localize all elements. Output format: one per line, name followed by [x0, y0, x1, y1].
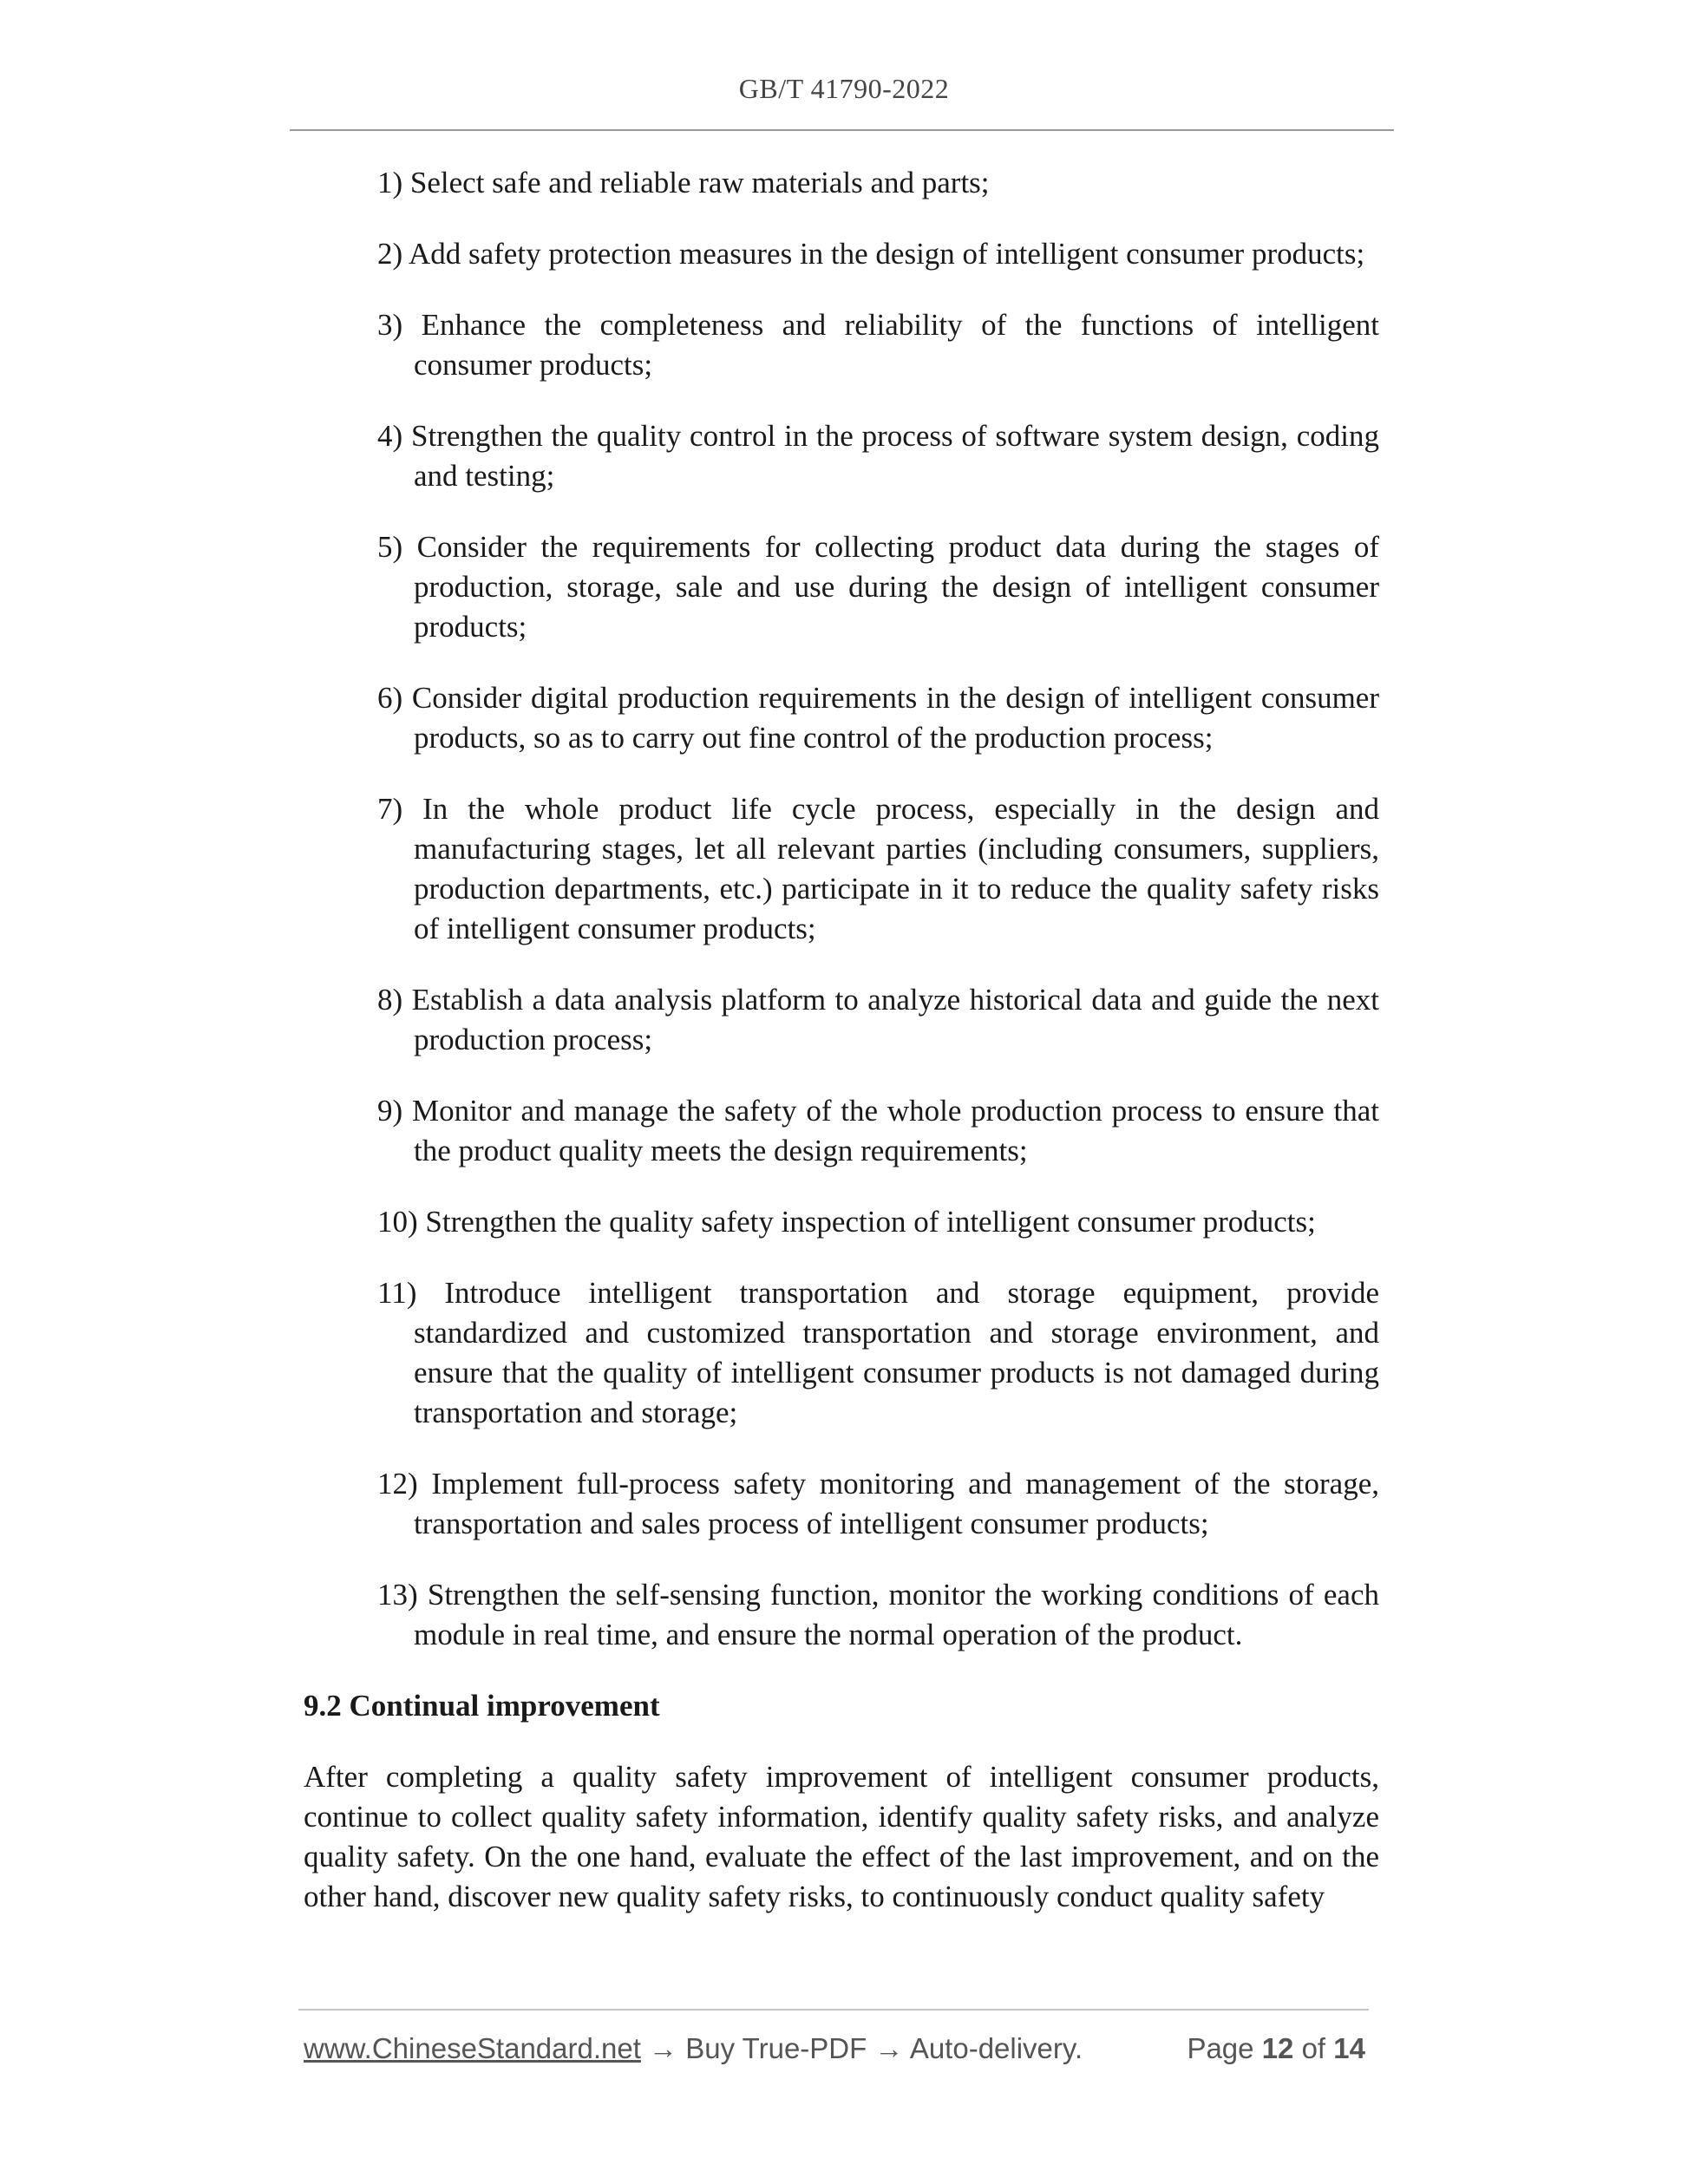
- list-item-9: 9) Monitor and manage the safety of the whole production process to ensure that the product quality meets the design requirements;: [377, 1094, 1379, 1167]
- list-item-2: 2) Add safety protection measures in the design of intelligent consumer products;: [377, 237, 1365, 271]
- list-item-11: 11) Introduce intelligent transportation and storage equipment, provide standardized and customized transportation and storage environment, and ensure that the quality of intelligent consumer products is not damaged during transportation and storage;: [377, 1276, 1379, 1429]
- footer-promo: [304, 2028, 1083, 2070]
- footer-divider: [298, 2009, 1369, 2011]
- page-label: Page: [1187, 2032, 1254, 2064]
- list-item-12: 12) Implement full-process safety monitoring and management of the storage, transportation and sales process of intelligent consumer products;: [377, 1467, 1379, 1540]
- list-item-3: 3) Enhance the completeness and reliability of the functions of intelligent consumer products;: [377, 308, 1379, 382]
- requirements-list: [304, 163, 1379, 1655]
- header-divider: [290, 129, 1394, 131]
- page-indicator: [1187, 2028, 1365, 2070]
- list-item-10: 10) Strengthen the quality safety inspection of intelligent consumer products;: [377, 1205, 1316, 1239]
- list-item-6: 6) Consider digital production requirements in the design of intelligent consumer products, so as to carry out fine control of the production process;: [377, 681, 1379, 755]
- page-footer: [304, 2028, 1365, 2070]
- page-current: 12: [1261, 2032, 1294, 2064]
- list-item-5: 5) Consider the requirements for collecting product data during the stages of production, storage, sale and use during the design of intelligent consumer products;: [377, 530, 1379, 644]
- list-item-7: 7) In the whole product life cycle process, especially in the design and manufacturing stages, let all relevant parties (including consumers, suppliers, production departments, etc.) participate in it to reduce the quality safety risks of intelligent consumer products;: [377, 792, 1379, 945]
- list-item-13: 13) Strengthen the self-sensing function, monitor the working conditions of each module in real time, and ensure the normal operation of the product.: [377, 1578, 1379, 1651]
- list-item-8: 8) Establish a data analysis platform to analyze historical data and guide the next production process;: [377, 983, 1379, 1056]
- section-paragraph: After completing a quality safety improvement of intelligent consumer products, continue to collect quality safety information, identify quality safety risks, and analyze quality safety. On the one hand, evaluate the effect of the last improvement, and on the other hand, discover new quality safety risks, to continuously conduct quality safety: [304, 1760, 1379, 1913]
- list-item-1: 1) Select safe and reliable raw materials and parts;: [377, 166, 990, 199]
- footer-promo-text: → Buy True-PDF → Auto-delivery.: [640, 2032, 1083, 2064]
- section-heading: 9.2 Continual improvement: [304, 1689, 660, 1723]
- page-content: [304, 163, 1379, 1917]
- page-total: 14: [1333, 2032, 1365, 2064]
- document-code-header: GB/T 41790-2022: [738, 73, 950, 104]
- website-link[interactable]: www.ChineseStandard.net: [304, 2032, 641, 2064]
- page-of-label: of: [1301, 2032, 1326, 2064]
- list-item-4: 4) Strengthen the quality control in the process of software system design, coding and testing;: [377, 419, 1379, 493]
